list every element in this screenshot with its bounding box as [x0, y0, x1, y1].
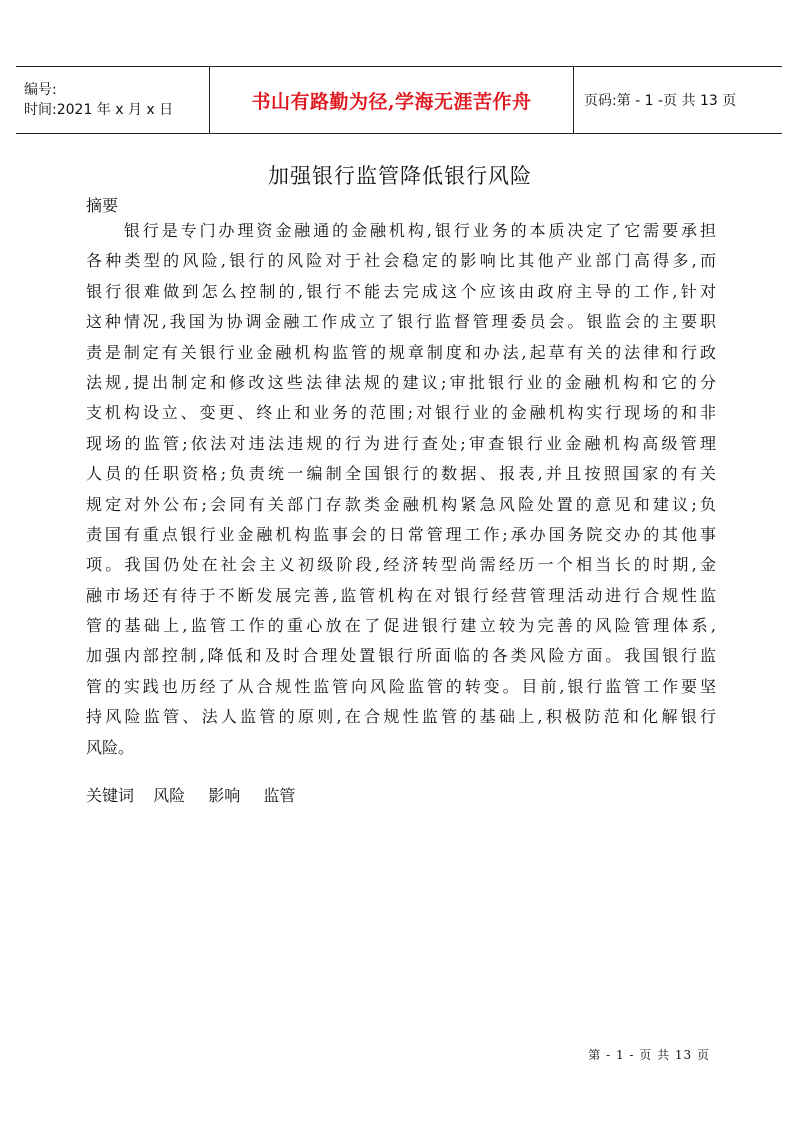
keywords-row	[86, 783, 313, 806]
motto-text: 书山有路勤为径,学海无涯苦作舟	[251, 90, 532, 113]
abstract-line: 银行很难做到怎么控制的,银行不能去完成这个应该由政府主导的工作,针对	[86, 281, 716, 301]
abstract-line: 风险。	[86, 737, 135, 757]
abstract-body	[86, 216, 716, 763]
abstract-line: 法规,提出制定和修改这些法律法规的建议;审批银行业的金融机构和它的分	[86, 372, 716, 392]
abstract-line: 这种情况,我国为协调金融工作成立了银行监督管理委员会。银监会的主要职	[86, 312, 716, 332]
page-indicator: 页码:第 - 1 -页 共 13 页	[584, 93, 737, 109]
abstract-line: 规定对外公布;会同有关部门存款类金融机构紧急风险处置的意见和建议;负	[86, 494, 716, 514]
abstract-heading: 摘要	[86, 196, 119, 215]
abstract-line: 持风险监管、法人监管的原则,在合规性监管的基础上,积极防范和化解银行	[86, 707, 716, 727]
abstract-line: 银行是专门办理资金融通的金融机构,银行业务的本质决定了它需要承担	[86, 221, 716, 240]
keywords-label: 关键词	[86, 786, 135, 805]
document-title: 加强银行监管降低银行风险	[268, 164, 532, 188]
abstract-line: 融市场还有待于不断发展完善,监管机构在对银行经营管理活动进行合规性监	[86, 585, 716, 605]
header-motto-cell	[210, 67, 574, 133]
abstract-line: 加强内部控制,降低和及时合理处置银行所面临的各类风险方面。我国银行监	[86, 646, 716, 666]
keyword: 监管	[263, 786, 296, 805]
abstract-line: 项。我国仍处在社会主义初级阶段,经济转型尚需经历一个相当长的时期,金	[86, 555, 716, 575]
abstract-line: 责国有重点银行业金融机构监事会的日常管理工作;承办国务院交办的其他事	[86, 524, 716, 544]
number-label: 编号:	[24, 82, 57, 98]
abstract-line: 现场的监管;依法对违法违规的行为进行查处;审查银行业金融机构高级管理	[86, 433, 716, 453]
page-footer: 第 - 1 - 页 共 13 页	[588, 1048, 710, 1062]
abstract-line: 各种类型的风险,银行的风险对于社会稳定的影响比其他产业部门高得多,而	[86, 251, 716, 271]
header-meta	[16, 67, 210, 133]
keyword: 风险	[153, 786, 186, 805]
time-label: 时间:2021 年 x 月 x 日	[24, 102, 174, 118]
abstract-line: 管的基础上,监管工作的重心放在了促进银行建立较为完善的风险管理体系,	[86, 616, 716, 636]
abstract-line: 支机构设立、变更、终止和业务的范围;对银行业的金融机构实行现场的和非	[86, 403, 716, 423]
keyword: 影响	[208, 786, 241, 805]
abstract-line: 责是制定有关银行业金融机构监管的规章制度和办法,起草有关的法律和行政	[86, 342, 716, 362]
abstract-line: 管的实践也历经了从合规性监管向风险监管的转变。目前,银行监管工作要坚	[86, 676, 716, 696]
document-header	[16, 66, 782, 134]
header-page-cell	[574, 67, 782, 133]
abstract-line: 人员的任职资格;负责统一编制全国银行的数据、报表,并且按照国家的有关	[86, 464, 716, 484]
